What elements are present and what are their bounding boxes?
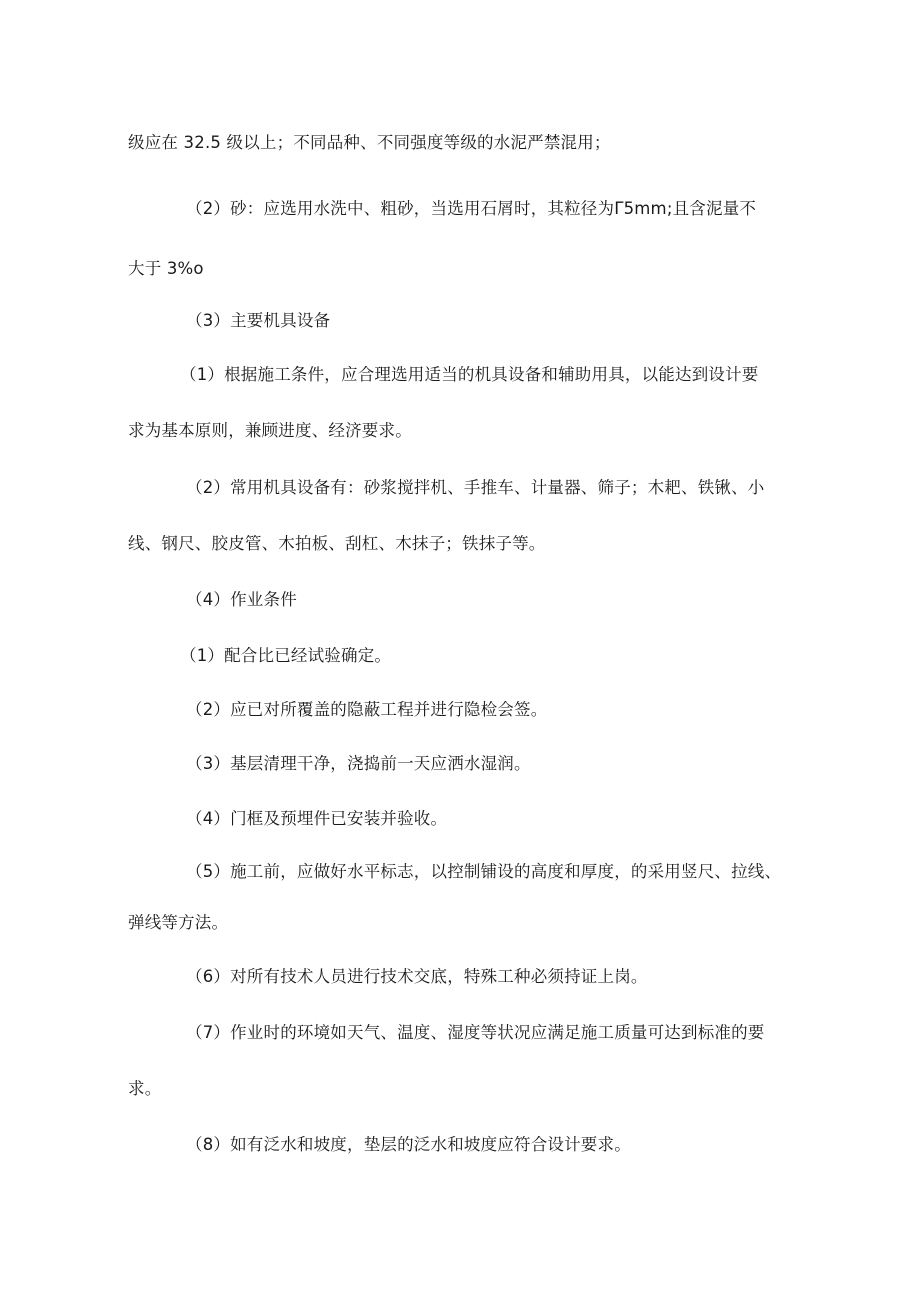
section-heading-equipment: （3）主要机具设备 <box>186 311 331 330</box>
text-line-cement-grade: 级应在 32.5 级以上；不同品种、不同强度等级的水泥严禁混用； <box>128 133 611 152</box>
text-line-condition-8: （8）如有泛水和坡度，垫层的泛水和坡度应符合设计要求。 <box>186 1135 631 1154</box>
text-line-sand-cont: 大于 3%o <box>128 259 204 278</box>
text-line-condition-2: （2）应已对所覆盖的隐蔽工程并进行隐检会签。 <box>186 700 548 719</box>
text-line-condition-3: （3）基层清理干净，浇捣前一天应洒水湿润。 <box>186 754 531 773</box>
text-line-condition-5-cont: 弹线等方法。 <box>128 913 229 932</box>
text-line-condition-7: （7）作业时的环境如天气、温度、湿度等状况应满足施工质量可达到标准的要 <box>186 1023 765 1042</box>
text-line-equipment-1: （1）根据施工条件，应合理选用适当的机具设备和辅助用具，以能达到设计要 <box>180 365 759 384</box>
section-heading-conditions: （4）作业条件 <box>186 590 297 609</box>
text-line-condition-7-cont: 求。 <box>128 1079 162 1098</box>
text-line-condition-4: （4）门框及预埋件已安装并验收。 <box>186 809 448 828</box>
text-line-equipment-1-cont: 求为基本原则，兼顾进度、经济要求。 <box>128 421 412 440</box>
text-line-equipment-2: （2）常用机具设备有：砂浆搅拌机、手推车、计量器、筛子；木耙、铁锹、小 <box>186 478 765 497</box>
text-line-condition-1: （1）配合比已经试验确定。 <box>180 646 392 665</box>
text-line-equipment-2-cont: 线、钢尺、胶皮管、木拍板、刮杠、木抹子；铁抹子等。 <box>128 534 546 553</box>
text-line-sand: （2）砂：应选用水洗中、粗砂，当选用石屑时，其粒径为Γ5mm;且含泥量不 <box>186 199 757 218</box>
text-line-condition-6: （6）对所有技术人员进行技术交底，特殊工种必须持证上岗。 <box>186 967 648 986</box>
text-line-condition-5: （5）施工前，应做好水平标志，以控制铺设的高度和厚度，的采用竖尺、拉线、 <box>186 862 782 881</box>
